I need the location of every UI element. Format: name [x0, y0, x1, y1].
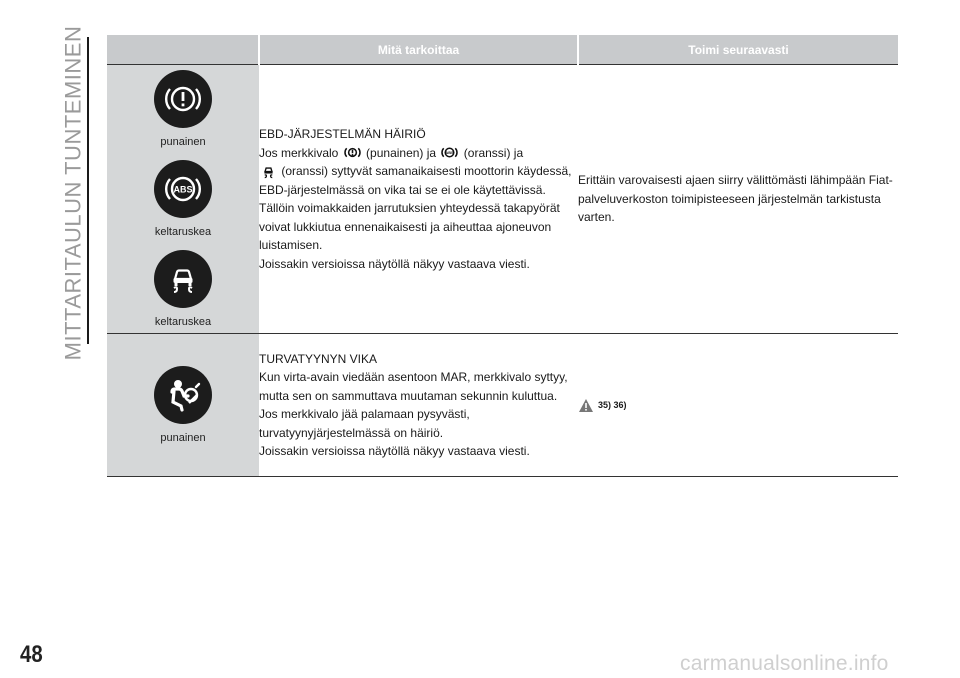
action-cell: [578, 334, 898, 477]
side-title: [58, 25, 88, 361]
table-row: [107, 334, 898, 477]
display-note: Joissakin versioissa näytöllä näkyy vastaava viesti.: [259, 444, 530, 458]
warning-light-table: [107, 35, 898, 477]
icon-cell: [107, 65, 259, 334]
icon-caption: punainen: [160, 136, 206, 148]
meaning-cell: [259, 65, 578, 334]
side-title-text: MITTARITAULUN TUNTEMINEN: [60, 25, 86, 361]
footer-watermark: carmanualsonline.info: [680, 652, 889, 675]
side-rule: [87, 37, 89, 344]
icon-caption: keltaruskea: [154, 226, 212, 238]
warning-reference: [578, 396, 898, 415]
table-header-row: [107, 35, 898, 65]
reference-numbers: 35) 36): [598, 399, 627, 410]
icon-caption: punainen: [160, 432, 206, 444]
airbag-icon: [154, 366, 212, 424]
abs-icon: [154, 160, 212, 218]
brake-warning-inline-icon: [344, 144, 361, 161]
brake-warning-icon: [154, 70, 212, 128]
fault-description: Jos merkkivalo jää palamaan pysyvästi, turvatyynyjärjestelmässä on häiriö.: [259, 407, 470, 440]
icon-stack: [107, 70, 259, 328]
page-number: 48: [20, 641, 43, 668]
fault-title: TURVATYYNYN VIKA: [259, 351, 378, 366]
fault-description: Kun virta-avain viedään asentoon MAR, merkkivalo syttyy, mutta sen on sammuttava muutaman sekunnin kuluttua.: [259, 370, 568, 403]
warning-triangle-icon: [578, 398, 594, 413]
abs-inline-icon: [441, 144, 458, 161]
fault-title: EBD-JÄRJESTELMÄN HÄIRIÖ: [259, 127, 426, 141]
header-icon-column: [107, 35, 259, 65]
icon-cell: [107, 334, 259, 477]
skid-control-icon: [154, 250, 212, 308]
meaning-cell: [259, 334, 578, 477]
table-row: [107, 65, 898, 334]
header-action: Toimi seuraavasti: [578, 35, 898, 65]
fault-description: Jos merkkivalo (punainen) ja ABS (oranssi) ja (oranssi) syttyvät samanaikaisesti moottorin käydessä, EBD-järjestelmässä on vika tai se ei ole käytettävissä. Tällöin voimakkaiden jarrutuksien yhteydessä takapyörät voivat lukkiutua ennenaikaisesti ja aiheuttaa ajoneuvon luistamisen.: [259, 145, 572, 252]
skid-control-inline-icon: [261, 164, 276, 179]
header-meaning: Mitä tarkoittaa: [259, 35, 578, 65]
svg-text:ABS: ABS: [445, 150, 455, 155]
icon-stack: [107, 366, 259, 444]
icon-caption: keltaruskea: [154, 316, 212, 328]
svg-text:ABS: ABS: [173, 184, 193, 195]
action-cell: Erittäin varovaisesti ajaen siirry välittömästi lähimpään Fiat-palveluverkoston toimipisteeseen järjestelmän tarkistusta varten.: [578, 65, 898, 334]
display-note: Joissakin versioissa näytöllä näkyy vastaava viesti.: [259, 256, 530, 271]
